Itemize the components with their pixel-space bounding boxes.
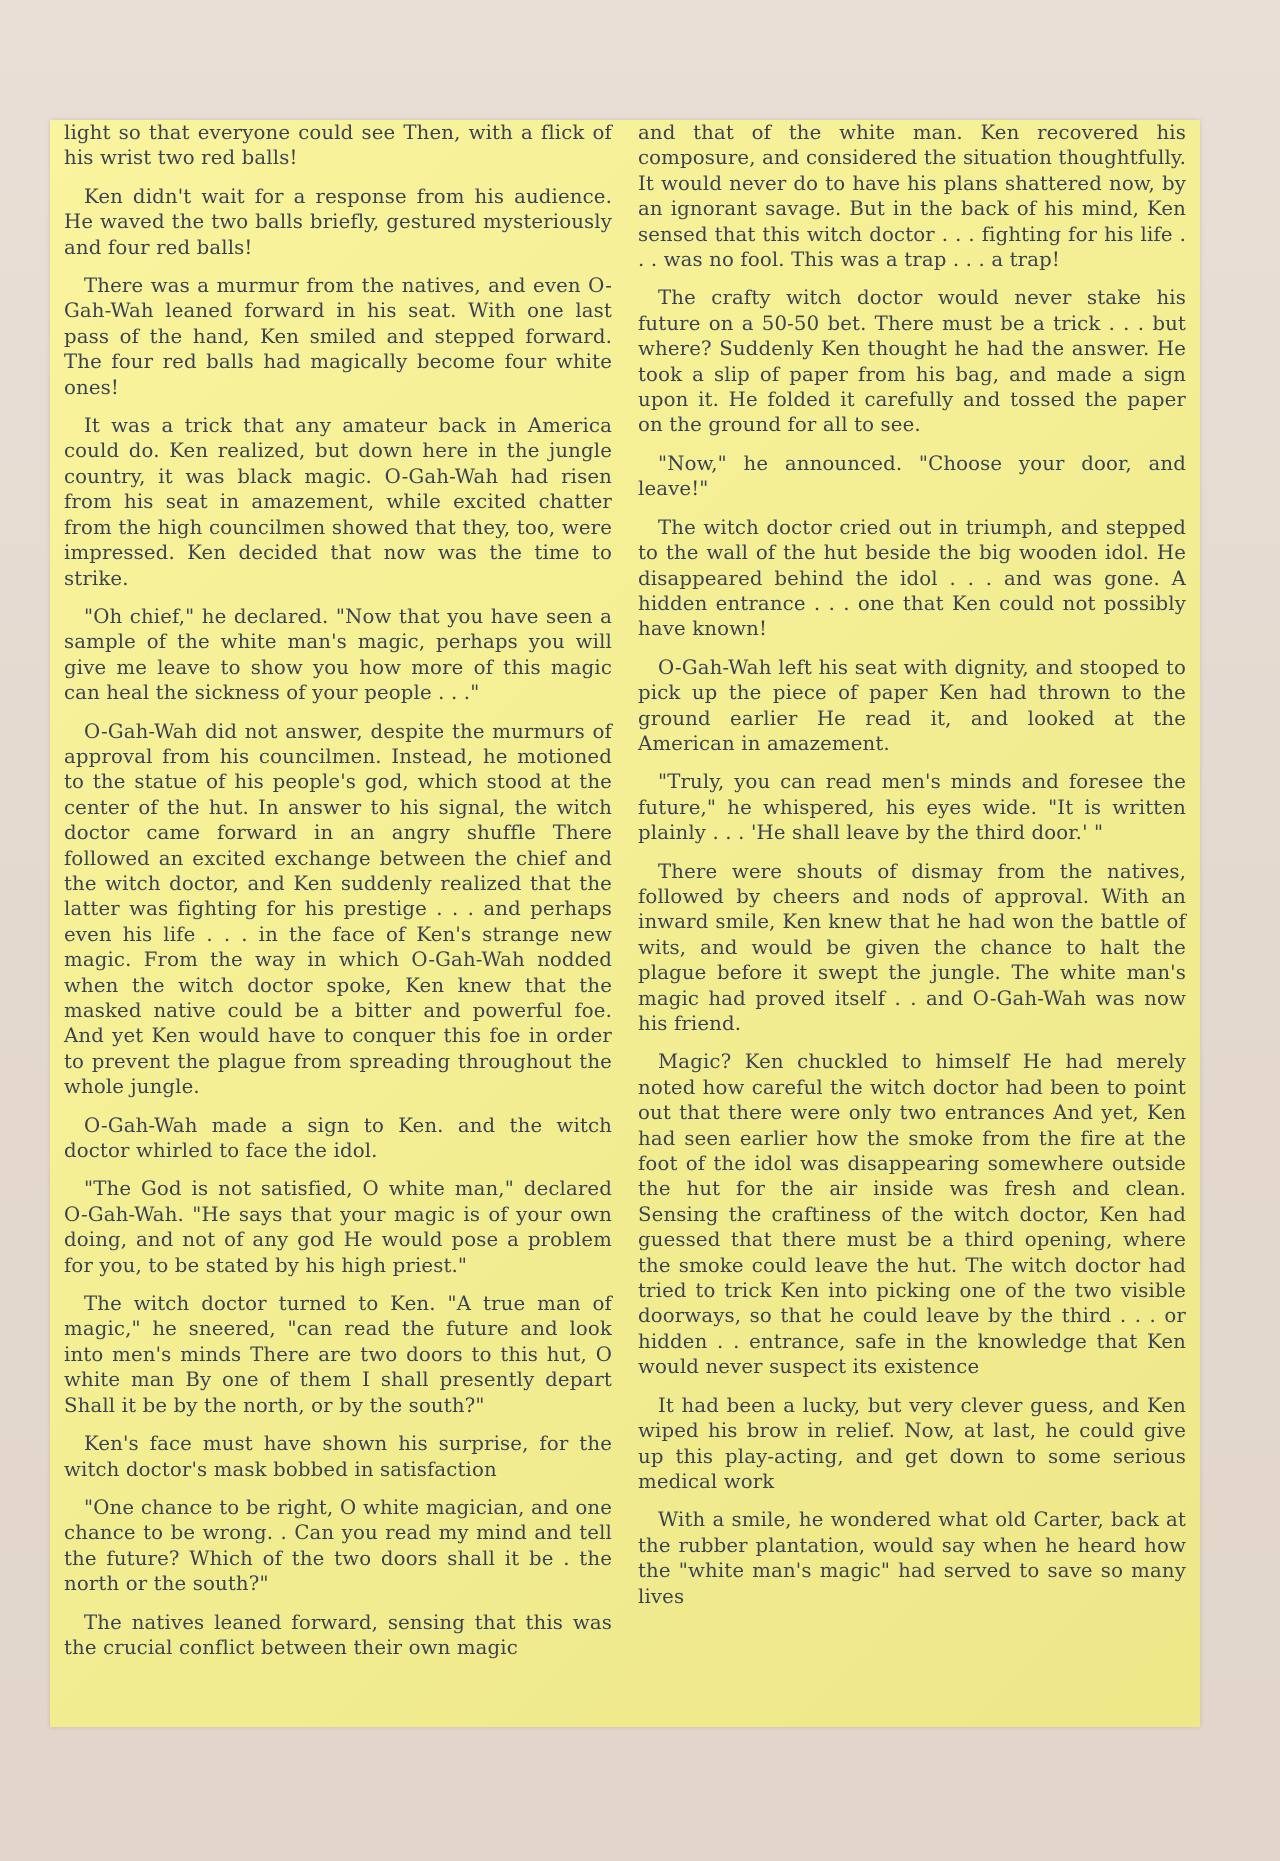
paragraph: and that of the white man. Ken recovered his composure, and considered the situation thoughtfully. It would never do to have his plans shattered now, by an ignorant savage. But in the back of his mind, Ken sensed that this witch doctor . . . fighting for his life . . . was no fool. This was a trap . . . a trap! xyxy=(638,121,1186,272)
paragraph: O-Gah-Wah left his seat with dignity, and stooped to pick up the piece of paper Ken had thrown to the ground earlier He read it, and looked at the American in amazement. xyxy=(638,655,1186,755)
paragraph: With a smile, he wondered what old Carter, back at the rubber plantation, would say when he heard how the "white man's magic" had served to save so many lives xyxy=(638,1508,1186,1608)
paragraph: Ken's face must have shown his surprise, for the witch doctor's mask bobbed in satisfaction xyxy=(64,1432,612,1481)
right-column xyxy=(638,120,1186,1622)
story-text-panel xyxy=(50,120,1200,1727)
left-column xyxy=(64,120,612,1673)
paragraph: It had been a lucky, but very clever guess, and Ken wiped his brow in relief. Now, at last, he could give up this play-acting, and get down to some serious medical work xyxy=(638,1393,1186,1493)
paragraph: "Now," he announced. "Choose your door, and leave!" xyxy=(638,451,1186,501)
paragraph: The crafty witch doctor would never stake his future on a 50-50 bet. There must be a trick . . . but where? Suddenly Ken thought he had the answer. He took a slip of paper from his bag, and made a sign upon it. He folded it carefully and tossed the paper on the ground for all to see. xyxy=(638,286,1186,437)
paragraph: "Oh chief," he declared. "Now that you have seen a sample of the white man's magic, perhaps you will give me leave to show you how more of this magic can heal the sickness of your people . . ." xyxy=(64,604,612,705)
paragraph: O-Gah-Wah made a sign to Ken. and the witch doctor whirled to face the idol. xyxy=(64,1113,612,1163)
paragraph: It was a trick that any amateur back in America could do. Ken realized, but down here in the jungle country, it was black magic. O-Gah-Wah had risen from his seat in amazement, while excited chatter from the high councilmen showed that they, too, were impressed. Ken decided that now was the time to strike. xyxy=(64,414,612,590)
paragraph: light so that everyone could see Then, with a flick of his wrist two red balls! xyxy=(64,121,612,170)
paragraph: The witch doctor turned to Ken. "A true man of magic," he sneered, "can read the future and look into men's minds There are two doors to this hut, O white man By one of them I shall presently depart Shall it be by the north, or by the south?" xyxy=(64,1292,612,1417)
paragraph: "Truly, you can read men's minds and foresee the future," he whispered, his eyes wide. "It is written plainly . . . 'He shall leave by the third door.' " xyxy=(638,770,1186,845)
paragraph: The witch doctor cried out in triumph, and stepped to the wall of the hut beside the big wooden idol. He disappeared behind the idol . . . and was gone. A hidden entrance . . . one that Ken could not possibly have known! xyxy=(638,515,1186,641)
paragraph: There was a murmur from the natives, and even O-Gah-Wah leaned forward in his seat. With one last pass of the hand, Ken smiled and stepped forward. The four red balls had magically become four white ones! xyxy=(64,274,612,399)
paragraph: Ken didn't wait for a response from his audience. He waved the two balls briefly, gestured mysteriously and four red balls! xyxy=(64,184,612,259)
paragraph: Magic? Ken chuckled to himself He had merely noted how careful the witch doctor had been to point out that there were only two entrances And yet, Ken had seen earlier how the smoke from the fire at the foot of the idol was disappearing somewhere outside the hut for the air inside was fresh and clean. Sensing the craftiness of the witch doctor, Ken had guessed that there must be a third opening, where the smoke could leave the hut. The witch doctor had tried to trick Ken into picking one of the two visible doorways, so that he could leave by the third . . . or hidden . . entrance, safe in the knowledge that Ken would never suspect its existence xyxy=(638,1050,1186,1379)
paragraph: "The God is not satisfied, O white man," declared O-Gah-Wah. "He says that your magic is of your own doing, and not of any god He would pose a problem for you, to be stated by his high priest." xyxy=(64,1177,612,1277)
paragraph: There were shouts of dismay from the natives, followed by cheers and nods of approval. With an inward smile, Ken knew that he had won the battle of wits, and would be given the chance to halt the plague before it swept the jungle. The white man's magic had proved itself . . and O-Gah-Wah was now his friend. xyxy=(638,859,1186,1035)
paragraph: The natives leaned forward, sensing that this was the crucial conflict between their own magic xyxy=(64,1610,612,1659)
paragraph: O-Gah-Wah did not answer, despite the murmurs of approval from his councilmen. Instead, he motioned to the statue of his people's god, which stood at the center of the hut. In answer to his signal, the witch doctor came forward in an angry shuffle There followed an excited exchange between the chief and the witch doctor, and Ken suddenly realized that the latter was fighting for his prestige . . . and perhaps even his life . . . in the face of Ken's strange new magic. From the way in which O-Gah-Wah nodded when the witch doctor spoke, Ken knew that the masked native could be a bitter and powerful foe. And yet Ken would have to conquer this foe in order to prevent the plague from spreading throughout the whole jungle. xyxy=(64,719,612,1099)
paragraph: "One chance to be right, O white magician, and one chance to be wrong. . Can you read my mind and tell the future? Which of the two doors shall it be . the north or the south?" xyxy=(64,1495,612,1596)
